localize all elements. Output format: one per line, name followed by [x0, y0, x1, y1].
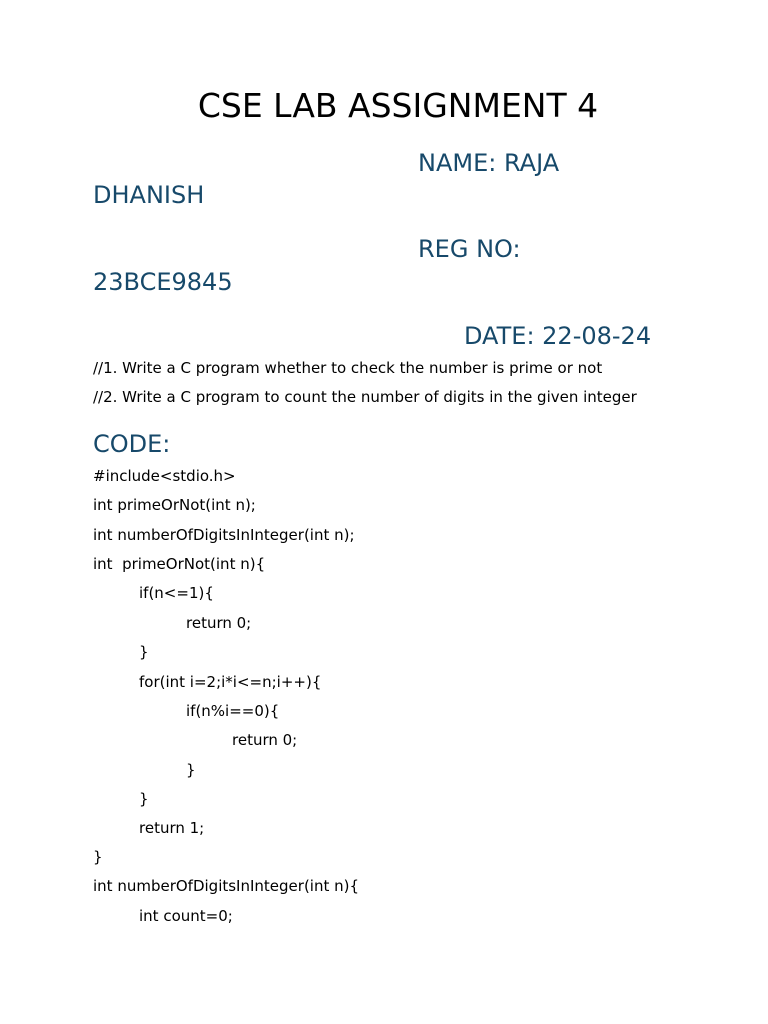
date-label: DATE: 22-08-24 [464, 322, 652, 350]
code-line: return 0; [186, 614, 252, 632]
code-line: int primeOrNot(int n); [93, 496, 256, 514]
code-line: } [186, 761, 196, 779]
question-1: //1. Write a C program whether to check the number is prime or not [93, 359, 603, 377]
code-line: for(int i=2;i*i<=n;i++){ [139, 673, 322, 691]
code-line: int numberOfDigitsInInteger(int n){ [93, 877, 360, 895]
question-2: //2. Write a C program to count the number of digits in the given integer [93, 388, 637, 406]
code-line: int numberOfDigitsInInteger(int n); [93, 526, 355, 544]
name-value: DHANISH [93, 181, 205, 209]
code-line: int primeOrNot(int n){ [93, 555, 266, 573]
reg-no-value: 23BCE9845 [93, 268, 233, 296]
code-line: if(n<=1){ [139, 584, 214, 602]
code-line: int count=0; [139, 907, 233, 925]
code-line: return 1; [139, 819, 205, 837]
code-heading: CODE: [93, 430, 171, 458]
code-line: return 0; [232, 731, 298, 749]
document-title: CSE LAB ASSIGNMENT 4 [197, 86, 599, 125]
name-label: NAME: RAJA [418, 149, 560, 177]
code-line: #include<stdio.h> [93, 467, 236, 485]
code-line: } [139, 643, 149, 661]
code-line: if(n%i==0){ [186, 702, 280, 720]
reg-no-label: REG NO: [418, 235, 521, 263]
code-line: } [93, 848, 103, 866]
code-line: } [139, 790, 149, 808]
